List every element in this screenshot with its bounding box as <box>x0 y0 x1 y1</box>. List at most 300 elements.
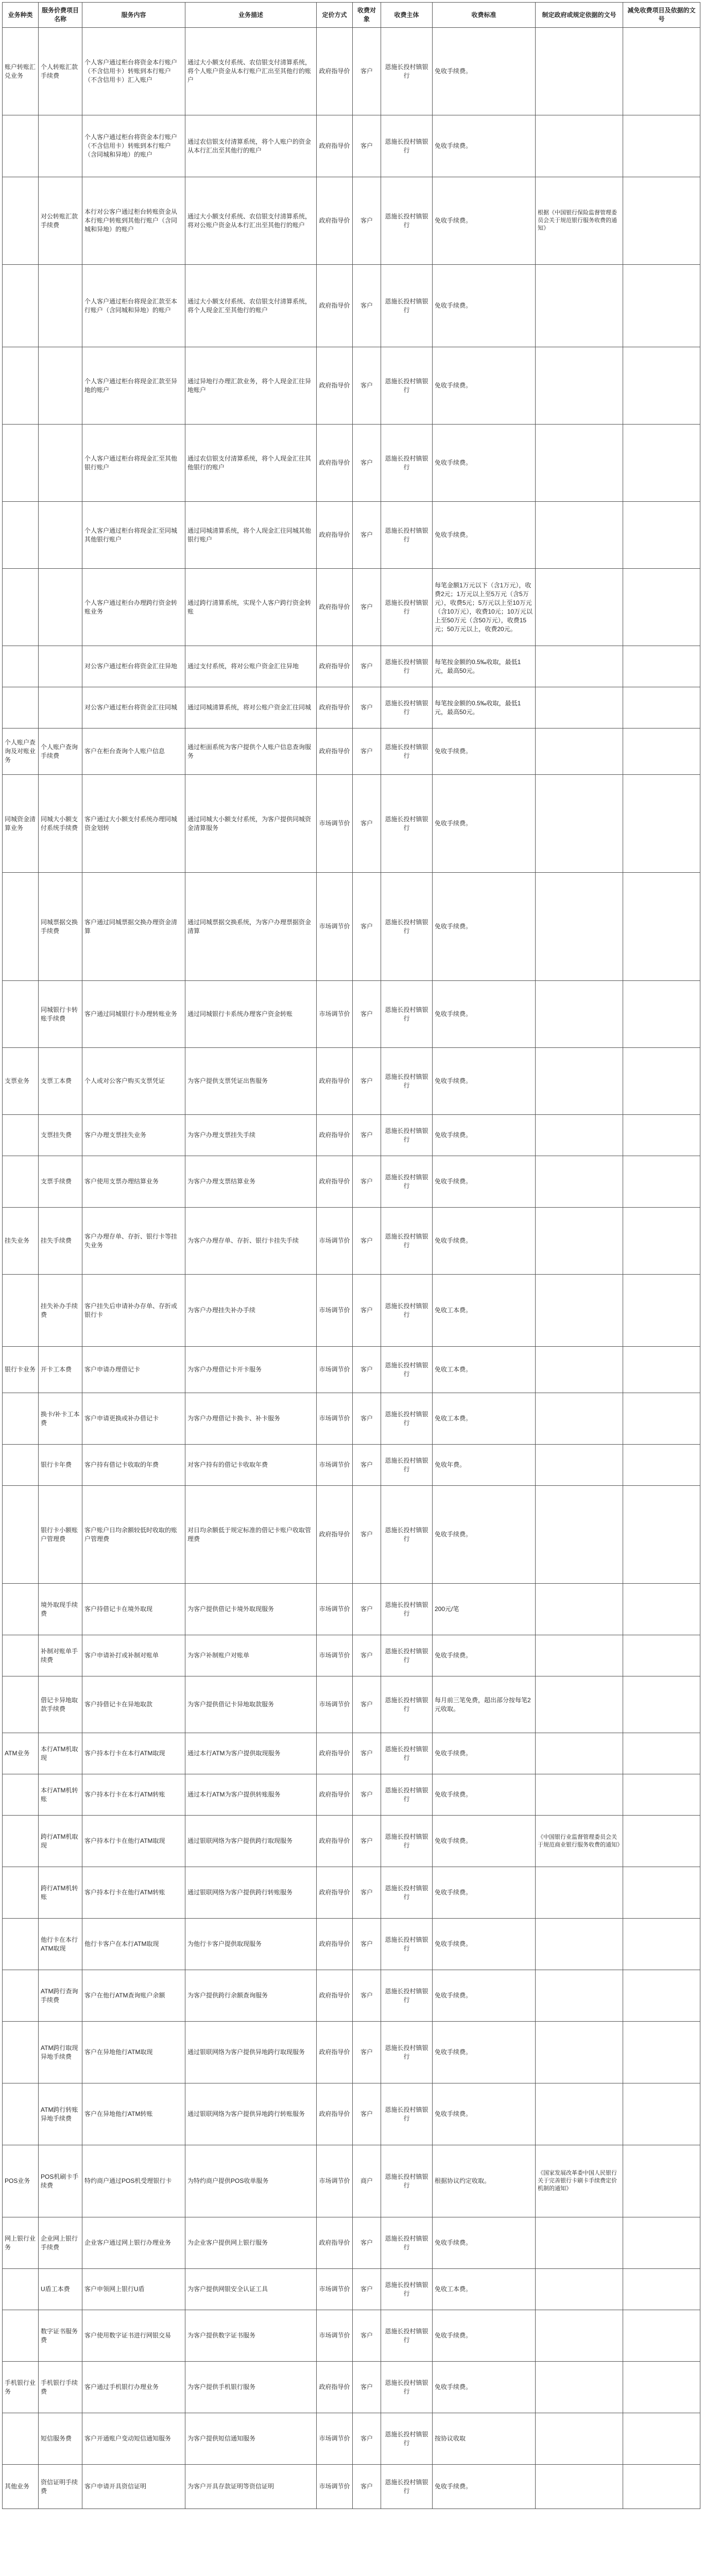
fee-standard-cell: 免收工本费。 <box>433 1347 536 1393</box>
payer-cell: 客户 <box>353 1208 381 1275</box>
charging-entity-cell: 恩施长投村镇银行 <box>381 2413 433 2465</box>
charging-entity-cell: 恩施长投村镇银行 <box>381 347 433 425</box>
category-cell <box>3 2083 39 2145</box>
service-content-cell: 个人客户通过柜台将现金汇款至本行账户（含同城和异地）的账户 <box>82 265 185 347</box>
category-cell: 银行卡业务 <box>3 1347 39 1393</box>
charging-entity-cell: 恩施长投村镇银行 <box>381 1816 433 1867</box>
waiver-basis-cell <box>623 1970 700 2022</box>
payer-cell: 客户 <box>353 873 381 981</box>
charging-entity-cell: 恩施长投村镇银行 <box>381 981 433 1048</box>
business-description-cell: 为客户办理借记卡换卡、补卡服务 <box>185 1393 317 1445</box>
fee-standard-cell: 免收手续费。 <box>433 1816 536 1867</box>
charging-entity-cell: 恩施长投村镇银行 <box>381 1156 433 1208</box>
table-row <box>3 1733 700 1774</box>
regulation-basis-cell <box>536 1445 623 1486</box>
fee-standard-cell: 免收手续费。 <box>433 2217 536 2269</box>
charging-entity-cell: 恩施长投村镇银行 <box>381 1393 433 1445</box>
item-name-cell: 跨行ATM机转账 <box>39 1867 82 1919</box>
item-name-cell <box>39 115 82 177</box>
category-cell <box>3 1445 39 1486</box>
item-name-cell: 挂失补办手续费 <box>39 1275 82 1347</box>
item-name-cell: ATM跨行查询手续费 <box>39 1970 82 2022</box>
regulation-basis-cell: 根据《中国银行保险监督管理委员会关于规范银行服务收费的通知》 <box>536 177 623 265</box>
charging-entity-cell: 恩施长投村镇银行 <box>381 1733 433 1774</box>
fee-standard-cell: 免收工本费。 <box>433 1275 536 1347</box>
pricing-mode-cell: 政府指导价 <box>317 728 353 775</box>
fee-standard-cell: 每笔按金额的0.5‰收取，最低1元，最高50元。 <box>433 687 536 728</box>
charging-entity-cell: 恩施长投村镇银行 <box>381 1584 433 1635</box>
fee-standard-cell: 免收手续费。 <box>433 1635 536 1676</box>
business-description-cell: 通过本行ATM为客户提供转账服务 <box>185 1774 317 1816</box>
waiver-basis-cell <box>623 1584 700 1635</box>
regulation-basis-cell <box>536 2022 623 2083</box>
table-row <box>3 1445 700 1486</box>
category-cell <box>3 1774 39 1816</box>
category-cell <box>3 2413 39 2465</box>
category-cell <box>3 1115 39 1156</box>
category-cell: 其他业务 <box>3 2465 39 2509</box>
charging-entity-cell: 恩施长投村镇银行 <box>381 1115 433 1156</box>
business-description-cell: 为客户提供支票凭证出售服务 <box>185 1048 317 1115</box>
business-description-cell: 为客户提供数字证书服务 <box>185 2310 317 2362</box>
service-content-cell: 客户持本行卡在他行ATM转账 <box>82 1867 185 1919</box>
waiver-basis-cell <box>623 1676 700 1733</box>
regulation-basis-cell <box>536 2310 623 2362</box>
service-content-cell: 客户在他行ATM查询账户余额 <box>82 1970 185 2022</box>
waiver-basis-cell <box>623 2022 700 2083</box>
regulation-basis-cell <box>536 1347 623 1393</box>
charging-entity-cell: 恩施长投村镇银行 <box>381 775 433 873</box>
pricing-mode-cell: 市场调节价 <box>317 2145 353 2217</box>
business-description-cell: 为客户办理挂失补办手续 <box>185 1275 317 1347</box>
payer-cell: 客户 <box>353 265 381 347</box>
table-row <box>3 2362 700 2413</box>
waiver-basis-cell <box>623 1919 700 1970</box>
waiver-basis-cell <box>623 347 700 425</box>
waiver-basis-cell <box>623 1275 700 1347</box>
fee-standard-cell: 免收手续费。 <box>433 2083 536 2145</box>
charging-entity-cell: 恩施长投村镇银行 <box>381 646 433 687</box>
category-cell: POS业务 <box>3 2145 39 2217</box>
waiver-basis-cell <box>623 1486 700 1584</box>
service-content-cell: 客户申请开具资信证明 <box>82 2465 185 2509</box>
charging-entity-cell: 恩施长投村镇银行 <box>381 1486 433 1584</box>
regulation-basis-cell <box>536 115 623 177</box>
category-cell: ATM业务 <box>3 1733 39 1774</box>
col-header-waiver: 减免收费项目及依据的文号 <box>623 3 700 28</box>
business-description-cell: 为客户提供短信通知服务 <box>185 2413 317 2465</box>
category-cell: 同城资金清算业务 <box>3 775 39 873</box>
fee-standard-cell: 免收手续费。 <box>433 775 536 873</box>
payer-cell: 客户 <box>353 502 381 569</box>
service-content-cell: 客户在异地他行ATM取现 <box>82 2022 185 2083</box>
payer-cell: 客户 <box>353 2310 381 2362</box>
charging-entity-cell: 恩施长投村镇银行 <box>381 2465 433 2509</box>
charging-entity-cell: 恩施长投村镇银行 <box>381 1048 433 1115</box>
waiver-basis-cell <box>623 28 700 115</box>
service-content-cell: 客户通过手机银行办理业务 <box>82 2362 185 2413</box>
table-row <box>3 775 700 873</box>
fee-standard-cell: 每月前三笔免费，超出部分按每笔2元收取。 <box>433 1676 536 1733</box>
pricing-mode-cell: 市场调节价 <box>317 2465 353 2509</box>
item-name-cell: 补制对账单手续费 <box>39 1635 82 1676</box>
fee-standard-cell: 免收手续费。 <box>433 1048 536 1115</box>
service-content-cell: 客户通过同城票据交换办理资金清算 <box>82 873 185 981</box>
fee-standard-cell: 免收手续费。 <box>433 265 536 347</box>
item-name-cell: 支票工本费 <box>39 1048 82 1115</box>
payer-cell: 客户 <box>353 2362 381 2413</box>
business-description-cell: 为客户办理支票挂失手续 <box>185 1115 317 1156</box>
business-description-cell: 通过大小额支付系统、农信银支付清算系统，将对公账户资金从本行汇出至其他行的账户 <box>185 177 317 265</box>
service-content-cell: 个人客户通过柜台将资金本行账户（不含信用卡）转账到本行账户（不含信用卡）汇入账户 <box>82 28 185 115</box>
service-content-cell: 个人客户通过柜台将现金汇款至异地的账户 <box>82 347 185 425</box>
regulation-basis-cell <box>536 2413 623 2465</box>
service-content-cell: 客户开通账户变动短信通知服务 <box>82 2413 185 2465</box>
waiver-basis-cell <box>623 2083 700 2145</box>
table-row <box>3 981 700 1048</box>
fee-standard-cell: 免收手续费。 <box>433 347 536 425</box>
table-row <box>3 1156 700 1208</box>
item-name-cell: ATM跨行转账异地手续费 <box>39 2083 82 2145</box>
table-row <box>3 1486 700 1584</box>
waiver-basis-cell <box>623 1115 700 1156</box>
pricing-mode-cell: 市场调节价 <box>317 1676 353 1733</box>
table-row <box>3 28 700 115</box>
category-cell <box>3 1393 39 1445</box>
item-name-cell: 银行卡小额账户管理费 <box>39 1486 82 1584</box>
table-row <box>3 177 700 265</box>
business-description-cell: 为客户办理存单、存折、银行卡挂失手续 <box>185 1208 317 1275</box>
item-name-cell: 开卡工本费 <box>39 1347 82 1393</box>
payer-cell: 客户 <box>353 775 381 873</box>
pricing-mode-cell: 市场调节价 <box>317 775 353 873</box>
category-cell <box>3 981 39 1048</box>
item-name-cell: 数字证书服务费 <box>39 2310 82 2362</box>
pricing-mode-cell: 市场调节价 <box>317 1347 353 1393</box>
regulation-basis-cell <box>536 981 623 1048</box>
service-content-cell: 个人客户通过柜台办理跨行资金转账业务 <box>82 569 185 646</box>
table-row <box>3 115 700 177</box>
service-content-cell: 企业客户通过网上银行办理业务 <box>82 2217 185 2269</box>
item-name-cell <box>39 687 82 728</box>
service-content-cell: 本行对公客户通过柜台转账资金从本行账户转账到其他行账户（含同城和异地）的账户 <box>82 177 185 265</box>
service-content-cell: 客户办理存单、存折、银行卡等挂失业务 <box>82 1208 185 1275</box>
fee-standard-cell: 按协议收取 <box>433 2413 536 2465</box>
waiver-basis-cell <box>623 1156 700 1208</box>
col-header-basis: 制定政府或规定依据的文号 <box>536 3 623 28</box>
charging-entity-cell: 恩施长投村镇银行 <box>381 2145 433 2217</box>
pricing-mode-cell: 政府指导价 <box>317 687 353 728</box>
regulation-basis-cell <box>536 1867 623 1919</box>
fee-standard-cell: 200元/笔 <box>433 1584 536 1635</box>
category-cell <box>3 177 39 265</box>
business-description-cell: 为客户提供借记卡境外取现服务 <box>185 1584 317 1635</box>
item-name-cell: 短信服务费 <box>39 2413 82 2465</box>
pricing-mode-cell: 政府指导价 <box>317 425 353 502</box>
regulation-basis-cell <box>536 2083 623 2145</box>
service-content-cell: 个人客户通过柜台将资金本行账户（不含信用卡）转账到本行账户（含同城和异地）的账户 <box>82 115 185 177</box>
service-content-cell: 对公客户通过柜台将资金汇往异地 <box>82 646 185 687</box>
payer-cell: 客户 <box>353 1919 381 1970</box>
business-description-cell: 通过跨行清算系统，实现个人客户跨行资金转账 <box>185 569 317 646</box>
category-cell: 支票业务 <box>3 1048 39 1115</box>
table-row <box>3 1048 700 1115</box>
payer-cell: 客户 <box>353 115 381 177</box>
regulation-basis-cell <box>536 2269 623 2310</box>
service-content-cell: 客户持有借记卡收取的年费 <box>82 1445 185 1486</box>
service-content-cell: 客户持借记卡在异地取款 <box>82 1676 185 1733</box>
pricing-mode-cell: 政府指导价 <box>317 1486 353 1584</box>
regulation-basis-cell <box>536 1275 623 1347</box>
waiver-basis-cell <box>623 502 700 569</box>
waiver-basis-cell <box>623 1635 700 1676</box>
charging-entity-cell: 恩施长投村镇银行 <box>381 1347 433 1393</box>
payer-cell: 客户 <box>353 1635 381 1676</box>
table-row <box>3 1584 700 1635</box>
item-name-cell: 境外取现手续费 <box>39 1584 82 1635</box>
pricing-mode-cell: 政府指导价 <box>317 1867 353 1919</box>
waiver-basis-cell <box>623 425 700 502</box>
business-description-cell: 通过银联网络为客户提供异地跨行转账服务 <box>185 2083 317 2145</box>
business-description-cell: 为客户提供跨行余额查询服务 <box>185 1970 317 2022</box>
item-name-cell: 同城银行卡转账手续费 <box>39 981 82 1048</box>
regulation-basis-cell <box>536 687 623 728</box>
service-content-cell: 客户挂失后申请补办存单、存折或银行卡 <box>82 1275 185 1347</box>
charging-entity-cell: 恩施长投村镇银行 <box>381 177 433 265</box>
pricing-mode-cell: 市场调节价 <box>317 1393 353 1445</box>
item-name-cell: 同城票据交换手续费 <box>39 873 82 981</box>
business-description-cell: 通过同城大小额支付系统，为客户提供同城资金清算服务 <box>185 775 317 873</box>
table-row <box>3 2145 700 2217</box>
regulation-basis-cell <box>536 646 623 687</box>
charging-entity-cell: 恩施长投村镇银行 <box>381 728 433 775</box>
table-row <box>3 728 700 775</box>
business-description-cell: 通过本行ATM为客户提供取现服务 <box>185 1733 317 1774</box>
table-row <box>3 1347 700 1393</box>
business-description-cell: 为客户提供手机银行服务 <box>185 2362 317 2413</box>
category-cell: 手机银行业务 <box>3 2362 39 2413</box>
business-description-cell: 为客户办理支票结算业务 <box>185 1156 317 1208</box>
waiver-basis-cell <box>623 2310 700 2362</box>
service-content-cell: 对公客户通过柜台将资金汇往同城 <box>82 687 185 728</box>
pricing-mode-cell: 政府指导价 <box>317 1816 353 1867</box>
service-content-cell: 客户申领网上银行U盾 <box>82 2269 185 2310</box>
payer-cell: 客户 <box>353 347 381 425</box>
pricing-mode-cell: 政府指导价 <box>317 2217 353 2269</box>
pricing-mode-cell: 政府指导价 <box>317 347 353 425</box>
payer-cell: 客户 <box>353 1584 381 1635</box>
col-header-standard: 收费标准 <box>433 3 536 28</box>
waiver-basis-cell <box>623 1733 700 1774</box>
category-cell <box>3 1867 39 1919</box>
table-row <box>3 2083 700 2145</box>
waiver-basis-cell <box>623 2413 700 2465</box>
regulation-basis-cell <box>536 28 623 115</box>
payer-cell: 客户 <box>353 1733 381 1774</box>
category-cell <box>3 1970 39 2022</box>
payer-cell: 客户 <box>353 28 381 115</box>
pricing-mode-cell: 市场调节价 <box>317 1635 353 1676</box>
table-header-row <box>3 3 700 28</box>
waiver-basis-cell <box>623 2217 700 2269</box>
charging-entity-cell: 恩施长投村镇银行 <box>381 2362 433 2413</box>
payer-cell: 客户 <box>353 2269 381 2310</box>
table-row <box>3 2269 700 2310</box>
fee-standard-cell: 免收手续费。 <box>433 2022 536 2083</box>
regulation-basis-cell <box>536 569 623 646</box>
category-cell: 挂失业务 <box>3 1208 39 1275</box>
fee-standard-cell: 免收手续费。 <box>433 981 536 1048</box>
service-content-cell: 特约商户通过POS机受理银行卡 <box>82 2145 185 2217</box>
waiver-basis-cell <box>623 1208 700 1275</box>
waiver-basis-cell <box>623 728 700 775</box>
payer-cell: 客户 <box>353 2465 381 2509</box>
table-row <box>3 1393 700 1445</box>
service-content-cell: 客户在异地他行ATM转账 <box>82 2083 185 2145</box>
col-header-description: 业务描述 <box>185 3 317 28</box>
item-name-cell <box>39 347 82 425</box>
fee-standard-cell: 免收手续费。 <box>433 28 536 115</box>
fee-standard-cell: 免收手续费。 <box>433 2310 536 2362</box>
payer-cell: 客户 <box>353 1676 381 1733</box>
table-row <box>3 2413 700 2465</box>
item-name-cell: 手机银行手续费 <box>39 2362 82 2413</box>
table-row <box>3 1919 700 1970</box>
regulation-basis-cell <box>536 1208 623 1275</box>
category-cell <box>3 2022 39 2083</box>
fee-standard-cell: 免收手续费。 <box>433 1208 536 1275</box>
service-content-cell: 客户申请办理借记卡 <box>82 1347 185 1393</box>
payer-cell: 客户 <box>353 1774 381 1816</box>
charging-entity-cell: 恩施长投村镇银行 <box>381 425 433 502</box>
table-row <box>3 502 700 569</box>
category-cell <box>3 2269 39 2310</box>
regulation-basis-cell: 《中国银行业监督管理委员会关于规范商业银行服务收费的通知》 <box>536 1816 623 1867</box>
table-row <box>3 2217 700 2269</box>
item-name-cell <box>39 425 82 502</box>
service-content-cell: 客户持本行卡在本行ATM转账 <box>82 1774 185 1816</box>
regulation-basis-cell <box>536 1486 623 1584</box>
fee-standard-cell: 免收工本费。 <box>433 1393 536 1445</box>
category-cell <box>3 347 39 425</box>
col-header-pricing: 定价方式 <box>317 3 353 28</box>
charging-entity-cell: 恩施长投村镇银行 <box>381 265 433 347</box>
fee-standard-cell: 免收手续费。 <box>433 1774 536 1816</box>
charging-entity-cell: 恩施长投村镇银行 <box>381 2083 433 2145</box>
pricing-mode-cell: 政府指导价 <box>317 28 353 115</box>
charging-entity-cell: 恩施长投村镇银行 <box>381 1676 433 1733</box>
category-cell <box>3 569 39 646</box>
category-cell <box>3 873 39 981</box>
charging-entity-cell: 恩施长投村镇银行 <box>381 2022 433 2083</box>
business-description-cell: 通过柜面系统为客户提供个人账户信息查询服务 <box>185 728 317 775</box>
fee-standard-cell: 免收手续费。 <box>433 425 536 502</box>
regulation-basis-cell <box>536 347 623 425</box>
item-name-cell: 个人账户查询手续费 <box>39 728 82 775</box>
pricing-mode-cell: 政府指导价 <box>317 1048 353 1115</box>
item-name-cell: 借记卡异地取款手续费 <box>39 1676 82 1733</box>
category-cell <box>3 1635 39 1676</box>
table-row <box>3 1115 700 1156</box>
item-name-cell: ATM跨行取现异地手续费 <box>39 2022 82 2083</box>
waiver-basis-cell <box>623 646 700 687</box>
table-row <box>3 1676 700 1733</box>
table-row <box>3 2465 700 2509</box>
business-description-cell: 通过银联网络为客户提供跨行取现服务 <box>185 1816 317 1867</box>
table-body <box>3 28 700 2509</box>
business-description-cell: 通过同城清算系统，将对公账户资金汇往同城 <box>185 687 317 728</box>
service-content-cell: 客户申请补打或补制对账单 <box>82 1635 185 1676</box>
item-name-cell <box>39 646 82 687</box>
item-name-cell <box>39 502 82 569</box>
waiver-basis-cell <box>623 2362 700 2413</box>
waiver-basis-cell <box>623 687 700 728</box>
table-row <box>3 1635 700 1676</box>
regulation-basis-cell <box>536 1919 623 1970</box>
waiver-basis-cell <box>623 569 700 646</box>
charging-entity-cell: 恩施长投村镇银行 <box>381 687 433 728</box>
fee-standard-cell: 免收手续费。 <box>433 1919 536 1970</box>
waiver-basis-cell <box>623 2269 700 2310</box>
category-cell <box>3 1676 39 1733</box>
item-name-cell: 挂失手续费 <box>39 1208 82 1275</box>
category-cell <box>3 1584 39 1635</box>
item-name-cell <box>39 569 82 646</box>
regulation-basis-cell <box>536 728 623 775</box>
business-description-cell: 通过异地行办理汇款业务，将个人现金汇往异地账户 <box>185 347 317 425</box>
pricing-mode-cell: 政府指导价 <box>317 1115 353 1156</box>
service-content-cell: 个人客户通过柜台将现金汇至其他银行账户 <box>82 425 185 502</box>
service-content-cell: 客户办理支票挂失业务 <box>82 1115 185 1156</box>
fee-standard-cell: 根据协议约定收取。 <box>433 2145 536 2217</box>
item-name-cell: 本行ATM机取现 <box>39 1733 82 1774</box>
payer-cell: 客户 <box>353 1816 381 1867</box>
fee-standard-cell: 免收手续费。 <box>433 2362 536 2413</box>
business-description-cell: 通过同城清算系统，将个人现金汇往同城其他银行账户 <box>185 502 317 569</box>
service-content-cell: 个人或对公客户购买支票凭证 <box>82 1048 185 1115</box>
pricing-mode-cell: 市场调节价 <box>317 981 353 1048</box>
col-header-item: 服务价费项目名称 <box>39 3 82 28</box>
payer-cell: 客户 <box>353 2083 381 2145</box>
waiver-basis-cell <box>623 1048 700 1115</box>
waiver-basis-cell <box>623 1393 700 1445</box>
item-name-cell: 跨行ATM机取现 <box>39 1816 82 1867</box>
table-row <box>3 2022 700 2083</box>
business-description-cell: 通过农信银支付清算系统，将个人现金汇往其他银行的账户 <box>185 425 317 502</box>
payer-cell: 客户 <box>353 1275 381 1347</box>
pricing-mode-cell: 政府指导价 <box>317 2083 353 2145</box>
pricing-mode-cell: 政府指导价 <box>317 646 353 687</box>
business-description-cell: 通过大小额支付系统、农信银支付清算系统，将个人账户资金从本行账户汇出至其他行的账户 <box>185 28 317 115</box>
regulation-basis-cell <box>536 2362 623 2413</box>
service-content-cell: 客户持本行卡在他行ATM取现 <box>82 1816 185 1867</box>
charging-entity-cell: 恩施长投村镇银行 <box>381 115 433 177</box>
pricing-mode-cell: 政府指导价 <box>317 115 353 177</box>
regulation-basis-cell <box>536 1393 623 1445</box>
payer-cell: 客户 <box>353 981 381 1048</box>
pricing-mode-cell: 市场调节价 <box>317 2310 353 2362</box>
waiver-basis-cell <box>623 1867 700 1919</box>
regulation-basis-cell <box>536 2465 623 2509</box>
item-name-cell: 资信证明手续费 <box>39 2465 82 2509</box>
col-header-content: 服务内容 <box>82 3 185 28</box>
table-row <box>3 265 700 347</box>
payer-cell: 客户 <box>353 2022 381 2083</box>
charging-entity-cell: 恩施长投村镇银行 <box>381 2217 433 2269</box>
fee-standard-cell: 免收手续费。 <box>433 177 536 265</box>
charging-entity-cell: 恩施长投村镇银行 <box>381 1445 433 1486</box>
waiver-basis-cell <box>623 115 700 177</box>
